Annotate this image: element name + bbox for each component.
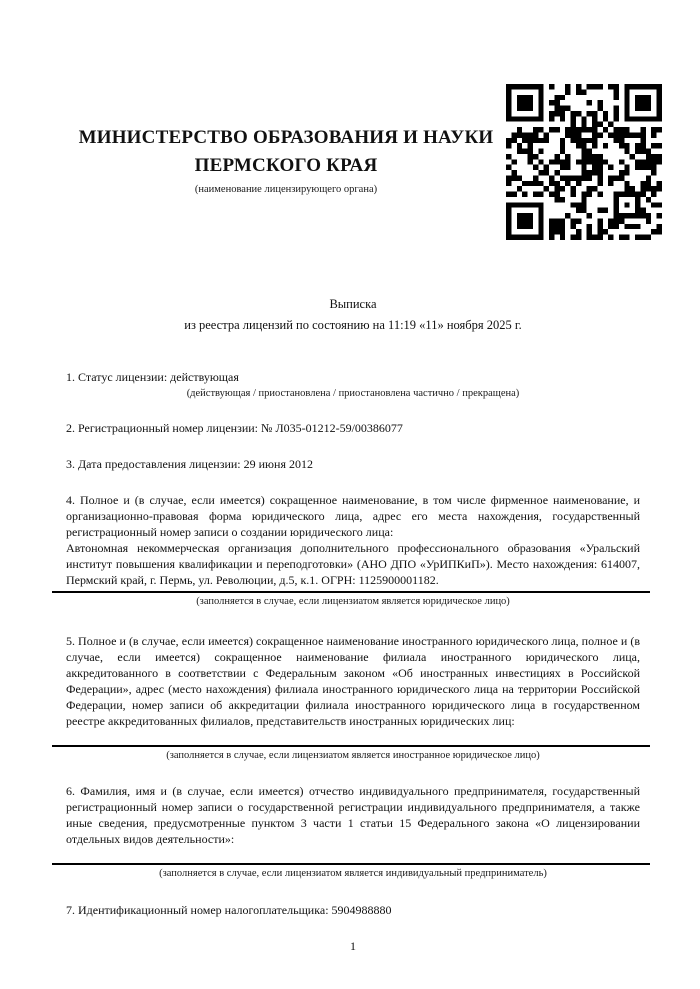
licensing-authority-block (66, 84, 506, 196)
individual-entrepreneur-fill-line (52, 863, 650, 865)
item-taxpayer-number (66, 902, 640, 918)
item-legal-entity (66, 492, 640, 608)
page-number: 1 (350, 939, 356, 953)
document-header (66, 84, 662, 240)
license-date-text: 3. Дата предоставления лицензии: 29 июня 2012 (66, 457, 313, 471)
extract-title: Выписка (329, 297, 377, 311)
item-license-status (66, 369, 640, 400)
authority-name-line1: МИНИСТЕРСТВО ОБРАЗОВАНИЯ И НАУКИ (78, 127, 494, 148)
extract-items (66, 369, 640, 918)
extract-title-block (66, 294, 640, 336)
license-status-text: 1. Статус лицензии: действующая (66, 370, 239, 384)
individual-entrepreneur-caption: (заполняется в случае, если лицензиатом является индивидуальный предприниматель) (159, 868, 547, 879)
authority-name (66, 124, 506, 180)
foreign-entity-fill-line (52, 745, 650, 747)
qr-code-image (506, 84, 662, 240)
registration-number-text: 2. Регистрационный номер лицензии: № Л035-01212-59/00386077 (66, 421, 403, 435)
individual-entrepreneur-label: 6. Фамилия, имя и (в случае, если имеется) отчество индивидуального предпринимателя, государственный регистрационный номер записи о государственной регистрации индивидуального предпринимателя, а также иные сведения, предусмотренные пунктом 3 части 1 статьи 15 Федерального закона «О лицензировании отдельных видов деятельности»: (66, 784, 640, 846)
legal-entity-value: Автономная некоммерческая организация дополнительного профессионального образования «Уральский институт повышения квалификации и переподготовки» (АНО ДПО «УрИПКиП»). Место нахождения: 614007, Пермский край, г. Пермь, ул. Революции, д.5, к.1. ОГРН: 1125900001182. (66, 541, 640, 587)
item-license-date (66, 456, 640, 472)
qr-code-icon (506, 84, 662, 240)
license-status-options-caption: (действующая / приостановлена / приостановлена частично / прекращена) (186, 388, 520, 399)
foreign-entity-caption: (заполняется в случае, если лицензиатом является иностранное юридическое лицо) (166, 750, 540, 761)
legal-entity-label: 4. Полное и (в случае, если имеется) сокращенное наименование, в том числе фирменное наименование, и организационно-правовая форма юридического лица, адрес его места нахождения, государственный регистрационный номер записи о создании юридического лица: (66, 493, 640, 539)
authority-caption: (наименование лицензирующего органа) (194, 184, 378, 195)
item-individual-entrepreneur (66, 783, 640, 880)
legal-entity-fill-line (52, 591, 650, 593)
authority-name-line2: ПЕРМСКОГО КРАЯ (194, 155, 378, 176)
extract-subtitle: из реестра лицензий по состоянию на 11:19 «11» ноября 2025 г. (184, 318, 522, 332)
legal-entity-caption: (заполняется в случае, если лицензиатом является юридическое лицо) (196, 596, 510, 607)
item-registration-number (66, 420, 640, 436)
taxpayer-number-text: 7. Идентификационный номер налогоплательщика: 5904988880 (66, 903, 392, 917)
item-foreign-entity (66, 633, 640, 762)
foreign-entity-label: 5. Полное и (в случае, если имеется) сокращенное наименование иностранного юридического лица, полное и (в случае, если имеется) сокращенное наименование филиала иностранного юридического лица, аккредитованного в соответствии с Федеральным законом «Об иностранных инвестициях в Российской Федерации», адрес (место нахождения) филиала иностранного юридического лица на территории Российской Федерации, номер записи об аккредитации филиала иностранного юридического лица в государственном реестре аккредитованных филиалов, представительств иностранных юридических лиц: (66, 634, 640, 728)
